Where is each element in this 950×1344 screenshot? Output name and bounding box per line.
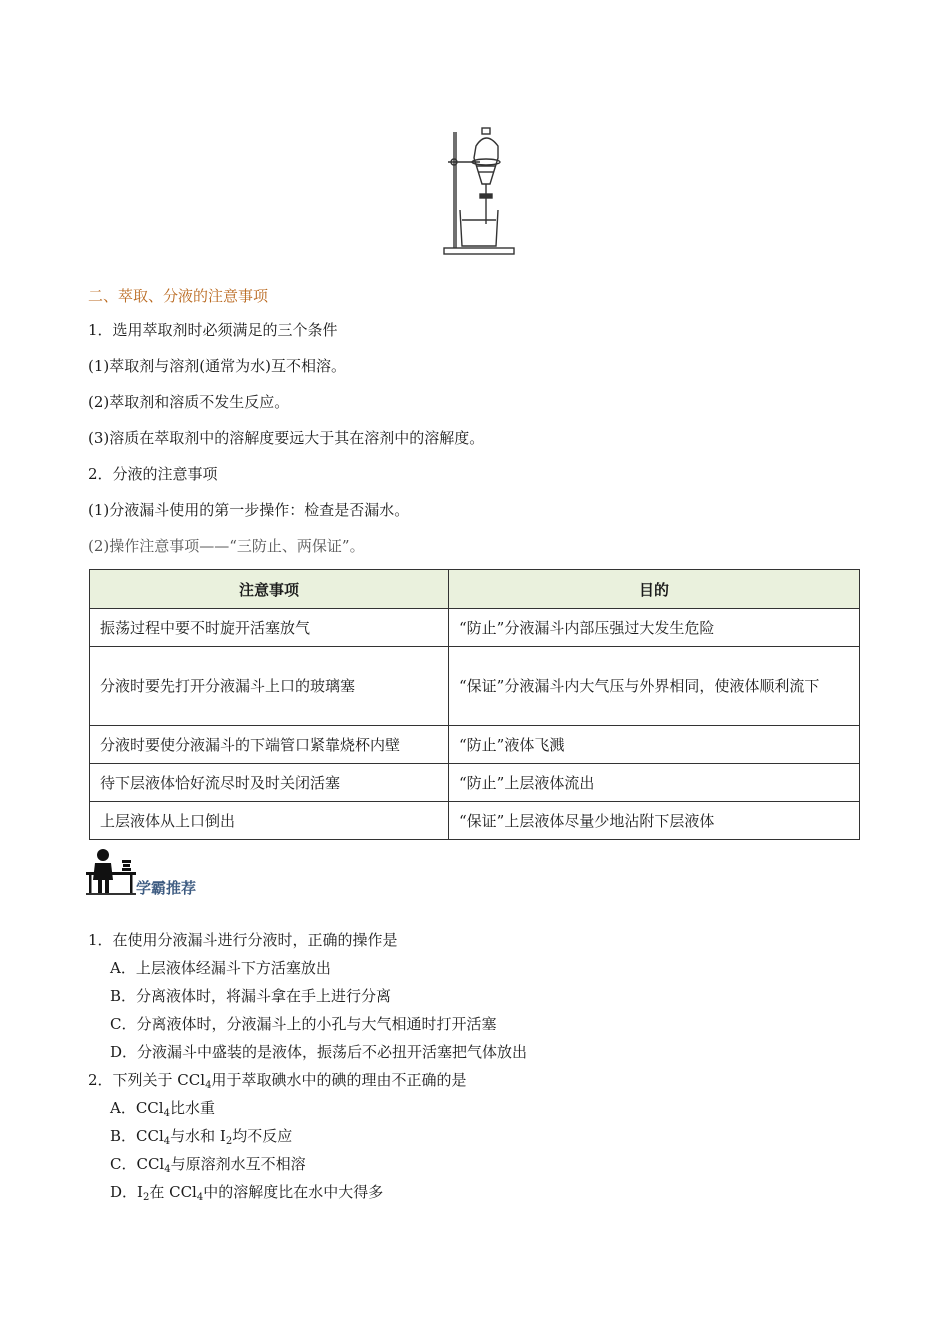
- section-title: 二、萃取、分液的注意事项: [88, 287, 269, 305]
- precautions-table: [89, 569, 860, 840]
- question-2-stem: 2．下列关于 CCl$_4$用于萃取碘水中的碘的理由不正确的是: [88, 1071, 467, 1091]
- table-cell: 分液时要先打开分液漏斗上口的玻璃塞: [90, 647, 449, 726]
- question-1-option-a: A．上层液体经漏斗下方活塞放出: [110, 959, 331, 977]
- question-1-option-b: B．分离液体时，将漏斗拿在手上进行分离: [110, 987, 392, 1005]
- note-1: (1)分液漏斗使用的第一步操作：检查是否漏水。: [88, 501, 410, 519]
- table-row: [90, 726, 860, 764]
- table-cell: “保证”上层液体尽量少地沾附下层液体: [449, 802, 860, 840]
- table-cell: 待下层液体恰好流尽时及时关闭活塞: [90, 764, 449, 802]
- question-1-option-d: D．分液漏斗中盛装的是液体，振荡后不必扭开活塞把气体放出: [110, 1043, 528, 1061]
- table-row: [90, 764, 860, 802]
- separatory-funnel-apparatus-icon: [440, 124, 520, 258]
- badge-divider: [86, 893, 136, 895]
- question-2-option-a: A．CCl$_4$比水重: [110, 1099, 215, 1119]
- badge-label: 学霸推荐: [136, 879, 197, 897]
- question-1-option-c: C．分离液体时，分液漏斗上的小孔与大气相通时打开活塞: [110, 1015, 497, 1033]
- question-1-stem: 1．在使用分液漏斗进行分液时，正确的操作是: [88, 931, 398, 949]
- table-cell: “防止”上层液体流出: [449, 764, 860, 802]
- question-2-option-d: D．$I_2$在 CCl$_4$中的溶解度比在水中大得多: [110, 1183, 384, 1203]
- header-precaution: 注意事项: [90, 570, 449, 609]
- table-cell: 振荡过程中要不时旋开活塞放气: [90, 609, 449, 647]
- condition-1: (1)萃取剂与溶剂(通常为水)互不相溶。: [88, 357, 346, 375]
- table-cell: “保证”分液漏斗内大气压与外界相同，使液体顺利流下: [449, 647, 860, 726]
- table-cell: “防止”分液漏斗内部压强过大发生危险: [449, 609, 860, 647]
- table-cell: 分液时要使分液漏斗的下端管口紧靠烧杯内壁: [90, 726, 449, 764]
- item-2-heading: 2．分液的注意事项: [88, 465, 218, 483]
- table-header-row: [90, 570, 860, 609]
- table-cell: 上层液体从上口倒出: [90, 802, 449, 840]
- question-2-option-b: B．CCl$_4$与水和 $I_2$均不反应: [110, 1127, 293, 1147]
- note-2: (2)操作注意事项——“三防止、两保证”。: [88, 537, 365, 555]
- question-2-option-c: C．CCl$_4$与原溶剂水互不相溶: [110, 1155, 306, 1175]
- table-row: [90, 647, 860, 726]
- header-purpose: 目的: [449, 570, 860, 609]
- table-row: [90, 802, 860, 840]
- table-row: [90, 609, 860, 647]
- item-1-heading: 1．选用萃取剂时必须满足的三个条件: [88, 321, 338, 339]
- condition-2: (2)萃取剂和溶质不发生反应。: [88, 393, 290, 411]
- condition-3: (3)溶质在萃取剂中的溶解度要远大于其在溶剂中的溶解度。: [88, 429, 485, 447]
- table-cell: “防止”液体飞溅: [449, 726, 860, 764]
